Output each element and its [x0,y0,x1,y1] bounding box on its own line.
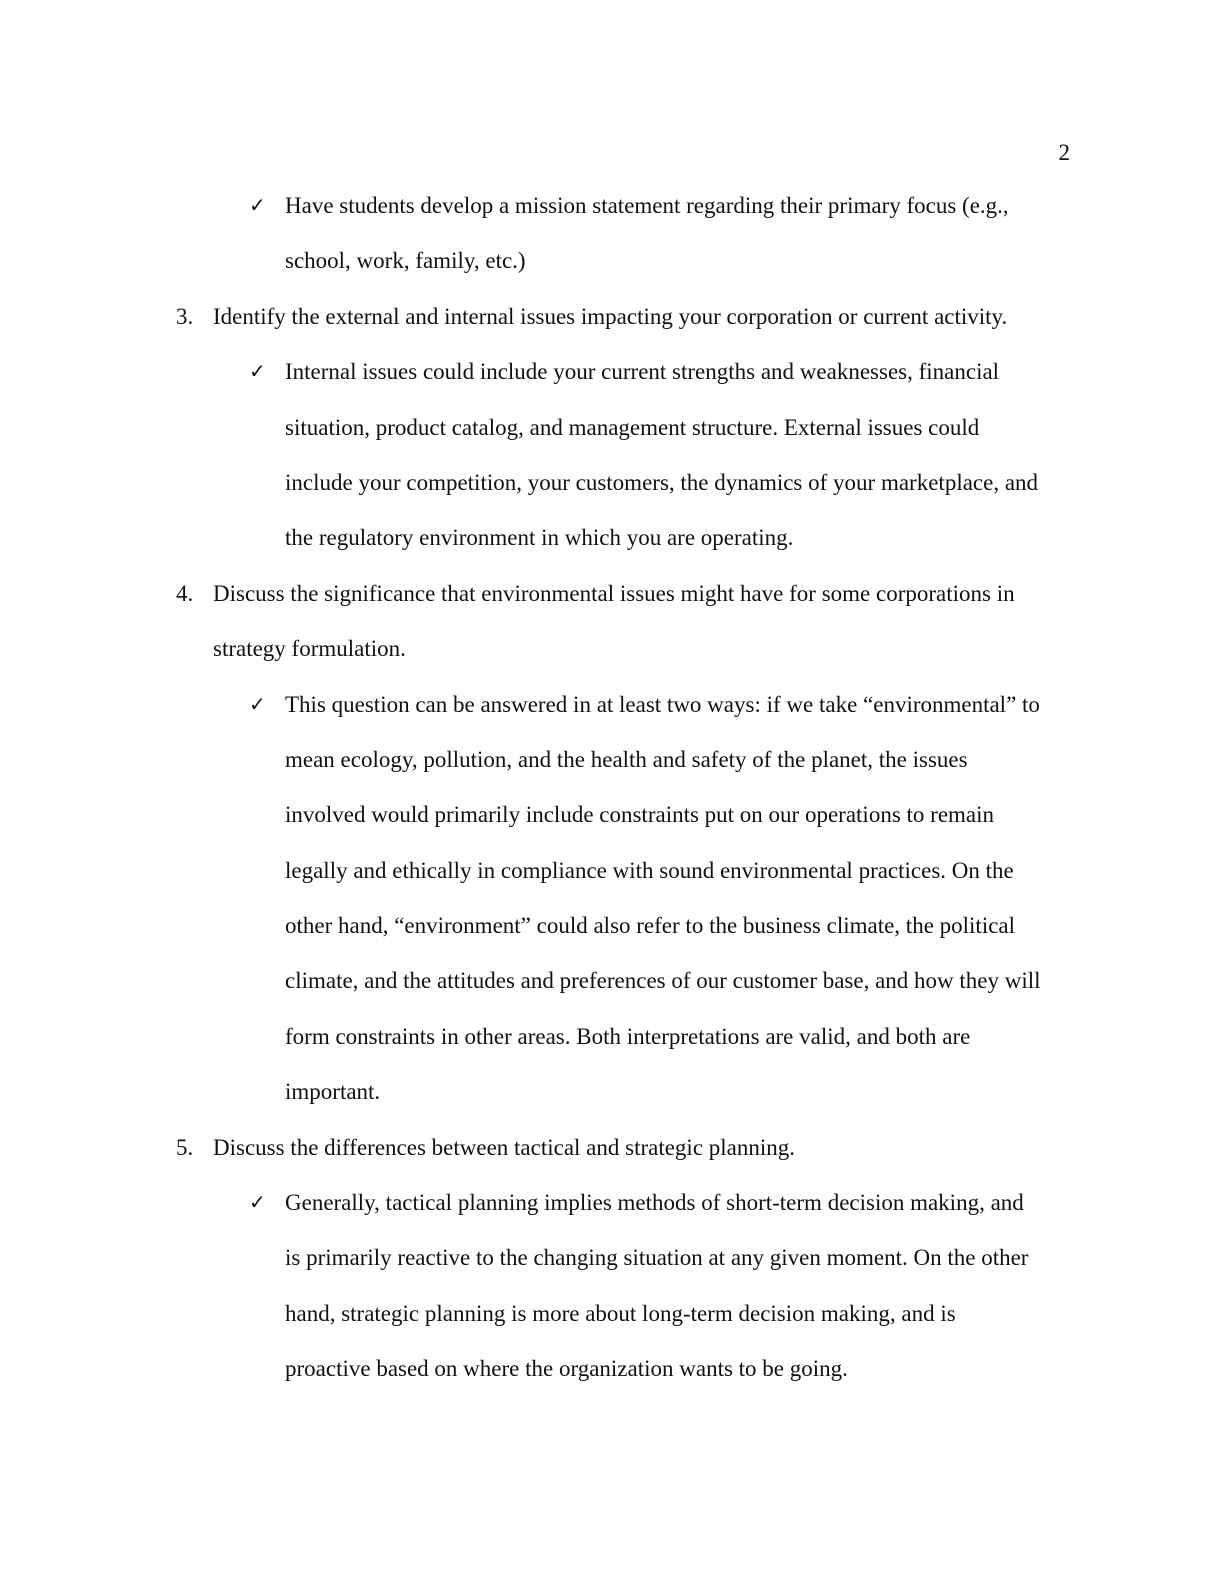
check-item-line: mean ecology, pollution, and the health and safety of the planet, the issues [285,746,968,772]
check-item-line: form constraints in other areas. Both interpretations are valid, and both are [285,1023,971,1049]
numbered-item-line: 4. Discuss the significance that environmental issues might have for some corporations in [176,572,1076,627]
check-item-line: legally and ethically in compliance with sound environmental practices. On the [285,857,1014,883]
item-number: 5. [176,1134,194,1160]
checkmark-icon: ✓ [249,691,266,716]
numbered-item-4 [176,572,1076,683]
check-item-line: climate, and the attitudes and preferences of our customer base, and how they will [285,968,1041,994]
check-item-line: ✓ Generally, tactical planning implies methods of short-term decision making, and [176,1181,1076,1236]
check-item-line: the regulatory environment in which you are operating. [285,525,794,551]
item-number: 3. [176,303,194,329]
numbered-item-3 [176,295,1076,350]
numbered-item-line: 3. Identify the external and internal issues impacting your corporation or current activity. [176,295,1076,350]
check-item-line: involved would primarily include constraints put on our operations to remain [285,802,995,828]
check-item-line: school, work, family, etc.) [285,248,526,274]
checkmark-icon: ✓ [249,359,266,384]
check-item-line: ✓ Internal issues could include your current strengths and weaknesses, financial [176,350,1076,405]
checkmark-icon: ✓ [249,193,266,217]
numbered-item-line: strategy formulation. [213,636,406,662]
check-item-line: proactive based on where the organization wants to be going. [285,1356,848,1382]
check-item-line: important. [285,1079,381,1105]
check-item [176,683,1076,1126]
item-number: 4. [176,580,194,606]
check-item-line: other hand, “environment” could also refer to the business climate, the political [285,913,1016,939]
check-item [176,1181,1076,1403]
check-item-line: hand, strategic planning is more about long-term decision making, and is [285,1300,956,1326]
numbered-item-5 [176,1126,1076,1181]
check-item-line: situation, product catalog, and management structure. External issues could [285,414,980,440]
check-item-line: ✓ Have students develop a mission statement regarding their primary focus (e.g., [176,184,1076,239]
numbered-item-line: 5. Discuss the differences between tactical and strategic planning. [176,1126,1076,1181]
check-item-line: include your competition, your customers, the dynamics of your marketplace, and [285,469,1039,495]
check-item-line: is primarily reactive to the changing situation at any given moment. On the other [285,1245,1029,1271]
check-item-line: ✓ This question can be answered in at least two ways: if we take “environmental” to [176,683,1076,738]
check-item [176,184,1076,295]
document-body [176,184,1076,1403]
checkmark-icon: ✓ [249,1190,266,1215]
page-number: 2 [1058,140,1070,165]
check-item [176,350,1076,572]
